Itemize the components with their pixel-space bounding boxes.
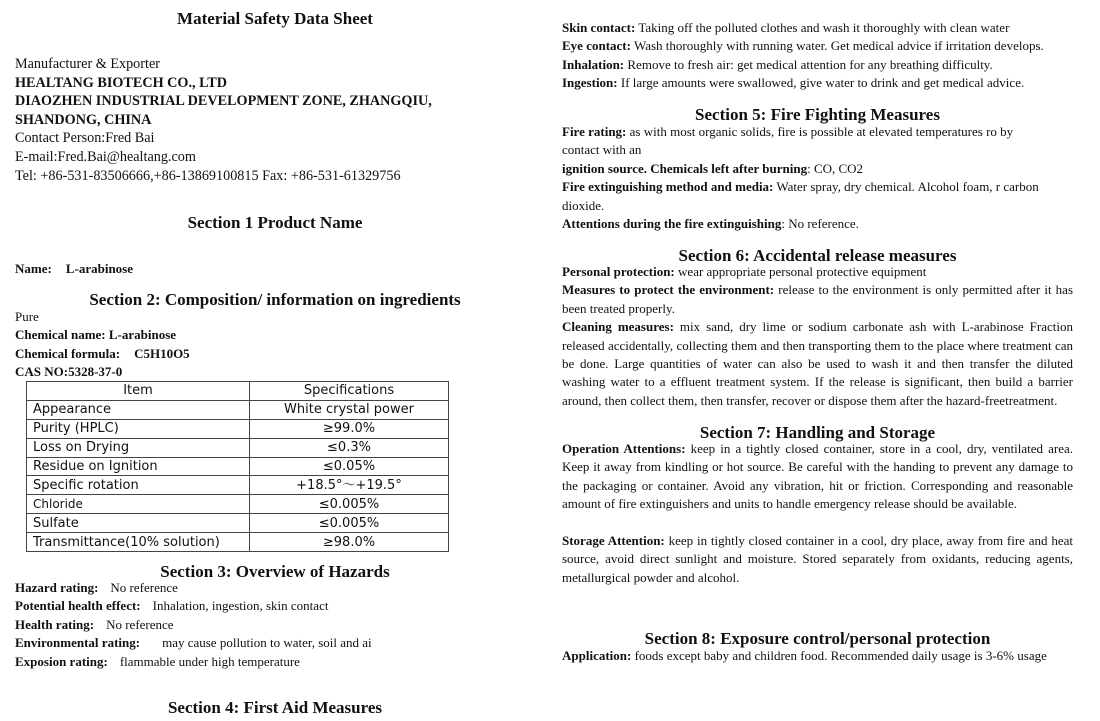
fire-rating-value: as with most organic solids, fire is possible at elevated temperatures ro by contact with an [562, 124, 1014, 158]
fire-attention-value: : No reference. [781, 216, 859, 232]
table-cell-spec: ≤0.05% [250, 457, 449, 476]
table-header-item: Item [27, 382, 250, 401]
table-cell-spec: ≤0.3% [250, 438, 449, 457]
ignition-line [562, 160, 1073, 178]
table-cell-item: Appearance [27, 400, 250, 419]
table-cell-item: Chloride [27, 495, 250, 514]
ignition-value: : CO, CO2 [807, 160, 864, 176]
first-aid-value: If large amounts were swallowed, give water to drink and get medical advice. [620, 75, 1025, 91]
company-address-line-2: SHANDONG, CHINA [15, 111, 152, 128]
first-aid-label: Eye contact: [562, 38, 631, 54]
section-5-heading: Section 5: Fire Fighting Measures [695, 105, 940, 124]
first-aid-line [562, 74, 1073, 92]
product-name-line [15, 260, 535, 278]
environment-label: Measures to protect the environment: [562, 282, 775, 298]
hazard-line [15, 579, 535, 597]
fire-attention-line [562, 215, 1073, 233]
table-header-specifications: Specifications [250, 382, 449, 401]
first-aid-label: Ingestion: [562, 75, 618, 91]
chemical-name-value: L-arabinose [108, 327, 177, 343]
table-row [27, 533, 449, 552]
application-label: Application: [562, 648, 632, 663]
table-cell-item: Loss on Drying [27, 438, 250, 457]
hazard-value: flammable under high temperature [119, 653, 300, 669]
specification-table [26, 381, 449, 552]
table-cell-spec: ≥98.0% [250, 533, 449, 552]
table-cell-spec: White crystal power [250, 400, 449, 419]
section-6-heading: Section 6: Accidental release measures [678, 246, 957, 265]
contact-person: Contact Person:Fred Bai [15, 130, 155, 147]
table-cell-spec: +18.5°～+19.5° [250, 476, 449, 495]
first-aid-value: Taking off the polluted clothes and wash it thoroughly with clean water [638, 20, 1010, 35]
first-aid-value: Remove to fresh air: get medical attention for any breathing difficulty. [627, 56, 993, 72]
application-line [562, 647, 1073, 665]
table-cell-spec: ≤0.005% [250, 495, 449, 514]
company-name: HEALTANG BIOTECH CO., LTD [15, 74, 227, 91]
hazards-block [15, 579, 535, 671]
section-8-heading: Section 8: Exposure control/personal protection [644, 629, 991, 648]
product-name-label: Name: [15, 261, 52, 276]
application-value: foods except baby and children food. Recommended daily usage is 3-6% usage [634, 648, 1047, 663]
chemical-formula-label: Chemical formula: [15, 345, 121, 361]
operation-line [562, 440, 1073, 514]
exposure-block [562, 647, 1073, 665]
table-cell-item: Transmittance(10% solution) [27, 533, 250, 552]
table-header-row [27, 382, 449, 401]
first-aid-value: Wash thoroughly with running water. Get medical advice if irritation develops. [633, 38, 1044, 54]
operation-value: keep in a tightly closed container, store in a cool, dry, ventilated area. Keep it away from kindling or hot source. Be careful with the handing to prevent any damage to the packaging or container. Avoid any vibration, hit or friction. Corresponding and reasonable amount of fire extinguishers and units to handle emergency release should be available. [562, 441, 1073, 512]
hazard-line [15, 616, 535, 634]
fire-attention-label: Attentions during the fire extinguishing [562, 216, 782, 232]
contact-phone: Tel: +86-531-83506666,+86-13869100815 Fax: +86-531-61329756 [15, 167, 401, 184]
hazard-label: Hazard rating: [15, 580, 99, 595]
personal-protection-line [562, 263, 1073, 281]
table-row [27, 400, 449, 419]
document-title: Material Safety Data Sheet [177, 9, 373, 28]
storage-block [562, 532, 1073, 587]
table-cell-item: Sulfate [27, 514, 250, 533]
table-cell-spec: ≤0.005% [250, 514, 449, 533]
cleaning-value: mix sand, dry lime or sodium carbonate ash with L-arabinose Fraction released accidentally, collecting them and then transporting them to the place where treatment can be done. Large quantities of water can also be used to wash it and then transfer the diluted washing water to a effluent treatment system. If the release is significant, then build a barrier around, then collect them, then transfer, recover or dispose them after the hazard-freetreatment. [562, 319, 1074, 408]
section-7-heading: Section 7: Handling and Storage [699, 423, 936, 442]
first-aid-label: Inhalation: [562, 56, 625, 72]
table-row [27, 495, 449, 514]
hazard-value: Inhalation, ingestion, skin contact [152, 598, 329, 614]
operation-label: Operation Attentions: [562, 441, 686, 456]
storage-value: keep in tightly closed container in a cool, dry place, away from fire and heat source, avoid direct sunlight and moisture. Stored separately from oxidants, reducing agents, metallurgical powder and alcohol. [562, 533, 1073, 585]
hazard-line [15, 597, 535, 615]
hazard-label: Environmental rating: [15, 635, 141, 651]
first-aid-line [562, 19, 1073, 37]
hazard-label: Health rating: [15, 616, 95, 632]
first-aid-label: Skin contact: [562, 20, 636, 35]
first-aid-line [562, 56, 1073, 74]
storage-line [562, 532, 1073, 587]
table-cell-item: Residue on Ignition [27, 457, 250, 476]
table-row [27, 457, 449, 476]
personal-protection-label: Personal protection: [562, 264, 675, 279]
cleaning-line [562, 318, 1073, 410]
section-3-heading: Section 3: Overview of Hazards [160, 562, 390, 581]
table-row [27, 419, 449, 438]
chemical-formula-value: C5H10O5 [134, 345, 190, 361]
extinguish-line [562, 178, 1073, 215]
table-cell-item: Specific rotation [27, 476, 250, 495]
environment-value: release to the environment is only permitted after it has been treated properly. [562, 282, 1074, 316]
table-cell-item: Purity (HPLC) [27, 419, 250, 438]
extinguish-label: Fire extinguishing method and media: [562, 179, 774, 195]
company-address-line-1: DIAOZHEN INDUSTRIAL DEVELOPMENT ZONE, ZHANGQIU, [15, 93, 432, 110]
hazard-line [15, 653, 535, 671]
first-aid-line [562, 37, 1073, 55]
table-cell-spec: ≥99.0% [250, 419, 449, 438]
product-name-value: L-arabinose [65, 261, 133, 276]
hazard-line [15, 634, 535, 652]
hazard-value: may cause pollution to water, soil and ai [162, 635, 372, 651]
manufacturer-role: Manufacturer & Exporter [15, 56, 160, 72]
purity-note: Pure [15, 309, 39, 324]
first-aid-block [562, 19, 1073, 93]
contact-email: E-mail:Fred.Bai@healtang.com [15, 148, 196, 165]
hazard-label: Potential health effect: [15, 598, 141, 614]
handling-block [562, 440, 1073, 514]
section-2-heading: Section 2: Composition/ information on ingredients [89, 290, 461, 309]
personal-protection-value: wear appropriate personal protective equipment [678, 264, 927, 279]
hazard-value: No reference [106, 616, 174, 632]
ignition-label: ignition source. Chemicals left after burning [562, 160, 808, 176]
manufacturer-header [15, 55, 535, 185]
extinguish-value: Water spray, dry chemical. Alcohol foam, r carbon dioxide. [562, 179, 1039, 213]
cas-number: CAS NO:5328-37-0 [15, 364, 123, 380]
accidental-release-block [562, 263, 1073, 410]
fire-fighting-block [562, 123, 1073, 233]
table-row [27, 476, 449, 495]
environment-line [562, 281, 1073, 318]
hazard-label: Exposion rating: [15, 653, 108, 669]
table-row [27, 514, 449, 533]
hazard-value: No reference [110, 580, 178, 595]
fire-rating-line [562, 123, 1073, 160]
table-row [27, 438, 449, 457]
cleaning-label: Cleaning measures: [562, 319, 674, 335]
section-4-heading: Section 4: First Aid Measures [167, 698, 383, 717]
composition-block [15, 308, 535, 382]
section-1-heading: Section 1 Product Name [187, 213, 363, 232]
fire-rating-label: Fire rating: [562, 124, 627, 139]
storage-label: Storage Attention: [562, 533, 665, 548]
chemical-name-label: Chemical name: [15, 327, 106, 343]
